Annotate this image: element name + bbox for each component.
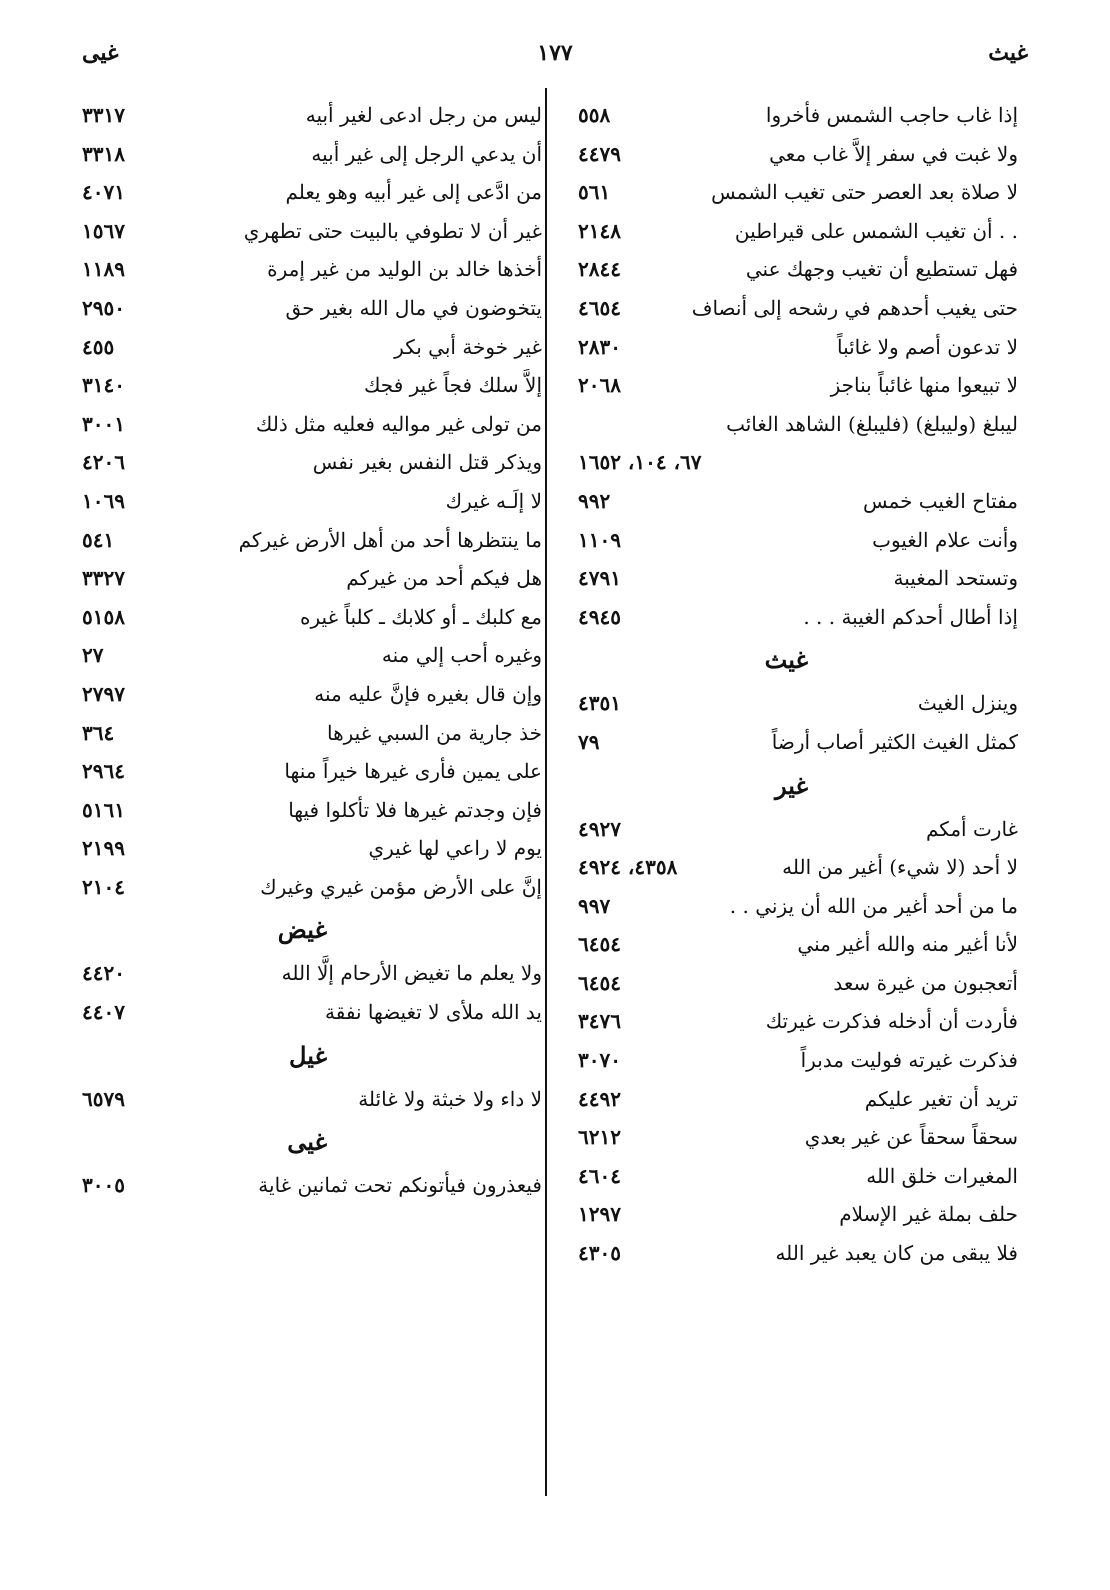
- section-heading: غير: [774, 770, 808, 800]
- entry-text: وإن قال بغيره فإنَّ عليه منه: [314, 681, 542, 706]
- index-entry: [578, 810, 1018, 849]
- entry-text: لا تدعون أصم ولا غائباً: [836, 334, 1018, 359]
- entry-text: على يمين فأرى غيرها خيراً منها: [284, 759, 542, 784]
- entry-text: أخذها خالد بن الوليد من غير إمرة: [267, 257, 542, 282]
- index-entry: [578, 212, 1018, 251]
- index-entry: [82, 1080, 542, 1119]
- entry-text: خذ جارية من السبي غيرها: [327, 720, 542, 745]
- section-heading: غيل: [289, 1040, 327, 1070]
- index-entry: [578, 598, 1018, 637]
- entry-text: وغيره أحب إلي منه: [381, 643, 542, 668]
- entry-text: ولا غبت في سفر إلاَّ غاب معي: [769, 141, 1018, 166]
- column-divider: [545, 88, 547, 1496]
- entry-text: غير أن لا تطوفي بالبيت حتى تطهري: [243, 218, 542, 243]
- entry-text: لا تبيعوا منها غائباً بناجز: [830, 373, 1018, 398]
- index-entry: [578, 887, 1018, 926]
- index-entry: [82, 96, 542, 135]
- index-entry: [578, 1080, 1018, 1119]
- entry-text: . . أن تغيب الشمس على قيراطين: [734, 218, 1018, 243]
- entry-text: فلا يبقى من كان يعبد غير الله: [775, 1241, 1018, 1266]
- entry-reference: ٢٩٥٠: [82, 295, 125, 320]
- index-entry: [578, 366, 1018, 405]
- index-entry: [82, 250, 542, 289]
- index-entry: [578, 684, 1018, 723]
- entry-reference: ٦٤٥٤: [578, 970, 621, 995]
- entry-text: مع كلبك ـ أو كلابك ـ كلباً غيره: [300, 604, 542, 629]
- index-entry: [578, 1041, 1018, 1080]
- entry-reference: ٤٦٥٤: [578, 295, 621, 320]
- entry-text: لا صلاة بعد العصر حتى تغيب الشمس: [711, 180, 1018, 205]
- entry-text: لا داء ولا خبثة ولا غائلة: [358, 1086, 542, 1111]
- index-entry: [578, 1118, 1018, 1157]
- entry-text: ما ينتظرها أحد من أهل الأرض غيركم: [238, 527, 542, 552]
- entry-text: ليبلغ (وليبلغ) (فليبلغ) الشاهد الغائب: [726, 411, 1018, 436]
- index-entry: [578, 1002, 1018, 1041]
- entry-text: كمثل الغيث الكثير أصاب أرضاً: [771, 729, 1018, 754]
- entry-reference: ٥٥٨: [578, 103, 611, 127]
- entry-reference: ٥١٦١: [82, 797, 125, 822]
- index-entry: [578, 482, 1018, 521]
- entry-reference: ٥١٥٨: [82, 604, 125, 629]
- entry-reference: ٢٧: [82, 643, 104, 668]
- index-entry: [82, 405, 542, 444]
- index-entry: [578, 173, 1018, 212]
- entry-reference: ٢٩٦٤: [82, 759, 125, 784]
- index-entry: [578, 135, 1018, 174]
- entry-text: أتعجبون من غيرة سعد: [833, 970, 1018, 995]
- entry-text: ولا يعلم ما تغيض الأرحام إلَّا الله: [281, 961, 542, 986]
- entry-reference: ٧٩: [578, 729, 600, 754]
- entry-reference: ٤٤٩٢: [578, 1086, 621, 1111]
- entry-text: مفتاح الغيب خمس: [863, 488, 1018, 513]
- entry-reference: ٤٩٤٥: [578, 604, 621, 629]
- entry-reference: ٩٩٧: [578, 893, 611, 918]
- running-head-right: غيث: [988, 40, 1028, 66]
- entry-reference: ٢٧٩٧: [82, 681, 125, 706]
- entry-reference: ٣٤٧٦: [578, 1009, 621, 1034]
- entry-reference: ١٥٦٧: [82, 218, 125, 243]
- index-entry: [82, 521, 542, 560]
- entry-text: وتستحد المغيبة: [893, 566, 1018, 591]
- entry-reference: ٣١٤٠: [82, 373, 125, 398]
- entry-reference: ٤٤٢٠: [82, 961, 125, 986]
- entry-text: أن يدعي الرجل إلى غير أبيه: [311, 141, 542, 166]
- index-entry: [578, 1157, 1018, 1196]
- entry-reference: ٣٣١٧: [82, 103, 125, 127]
- entry-reference: ٤٦٠٤: [578, 1163, 621, 1188]
- index-entry: [578, 723, 1018, 762]
- entry-text: غارت أمكم: [925, 816, 1018, 841]
- entry-reference: ٣٠٠١: [82, 411, 125, 436]
- running-head-left: غيى: [82, 40, 119, 66]
- index-entry: [578, 289, 1018, 328]
- index-entry: [578, 328, 1018, 367]
- entry-text: من تولى غير مواليه فعليه مثل ذلك: [255, 411, 542, 436]
- entry-text: إنَّ على الأرض مؤمن غيري وغيرك: [260, 874, 542, 899]
- entry-text: لأنا أغير منه والله أغير مني: [797, 932, 1018, 957]
- entry-text: حلف بملة غير الإسلام: [839, 1202, 1018, 1227]
- index-entry: [578, 964, 1018, 1003]
- entry-reference: ١١٨٩: [82, 257, 125, 282]
- index-entry: [82, 328, 542, 367]
- entry-text: المغيرات خلق الله: [866, 1163, 1018, 1188]
- index-entry: [82, 559, 542, 598]
- entry-text: فإن وجدتم غيرها فلا تأكلوا فيها: [288, 797, 542, 822]
- index-entry: [82, 135, 542, 174]
- entry-text: إذا غاب حاجب الشمس فأخروا: [765, 103, 1018, 127]
- entry-reference: ٤٠٧١: [82, 180, 125, 205]
- section-heading: غيض: [277, 915, 327, 945]
- entry-reference: ٣٠٠٥: [82, 1173, 125, 1198]
- entry-reference: ٢١٠٤: [82, 874, 125, 899]
- entry-reference: ٤٩٢٧: [578, 816, 621, 841]
- entry-reference: ٢٠٦٨: [578, 373, 621, 398]
- entry-text: سحقاً سحقاً عن غير بعدي: [804, 1125, 1018, 1150]
- entry-text: وأنت علام الغيوب: [872, 527, 1018, 552]
- index-entry: [578, 559, 1018, 598]
- index-entry: [578, 443, 1018, 482]
- entry-reference: ٤٣٥٨، ٤٩٢٤: [578, 855, 678, 880]
- entry-reference: ٢١٤٨: [578, 218, 621, 243]
- left-column: [82, 96, 542, 1205]
- entry-reference: ٣٠٧٠: [578, 1048, 621, 1073]
- entry-reference: ٢٨٤٤: [578, 257, 621, 282]
- entry-text: إلاَّ سلك فجاً غير فجك: [363, 373, 542, 398]
- entry-text: لا أحد (لا شيء) أغير من الله: [782, 855, 1018, 880]
- index-entry: [82, 791, 542, 830]
- index-entry: [578, 96, 1018, 135]
- index-entry: [578, 405, 1018, 444]
- entry-reference: ٣٦٤: [82, 720, 115, 745]
- index-entry: [578, 1234, 1018, 1273]
- section-heading: غيى: [287, 1127, 327, 1157]
- entry-text: من ادَّعى إلى غير أبيه وهو يعلم: [285, 180, 542, 205]
- index-entry: [578, 250, 1018, 289]
- entry-text: إذا أطال أحدكم الغيبة . . .: [803, 604, 1018, 629]
- entry-text: فيعذرون فيأتونكم تحت ثمانين غاية: [258, 1173, 542, 1198]
- entry-text: فذكرت غيرته فوليت مدبراً: [800, 1048, 1018, 1073]
- index-entry: [82, 598, 542, 637]
- entry-reference: ٥٦١: [578, 180, 611, 205]
- entry-reference: ٣٣٢٧: [82, 566, 125, 591]
- entry-reference: ١٢٩٧: [578, 1202, 621, 1227]
- entry-reference: ٤٣٥١: [578, 691, 621, 716]
- entry-text: فأردت أن أدخله فذكرت غيرتك: [765, 1009, 1018, 1034]
- entry-reference: ٤٣٠٥: [578, 1241, 621, 1266]
- index-entry: [82, 675, 542, 714]
- entry-text: تريد أن تغير عليكم: [864, 1086, 1018, 1111]
- entry-text: يد الله ملأى لا تغيضها نفقة: [325, 1000, 542, 1025]
- entry-text: يوم لا راعي لها غيري: [368, 836, 542, 861]
- entry-reference: ٦٤٥٤: [578, 932, 621, 957]
- section-heading: غيث: [764, 645, 808, 675]
- entry-reference: ٣٣١٨: [82, 141, 125, 166]
- entry-text: يتخوضون في مال الله بغير حق: [285, 295, 542, 320]
- entry-reference: ٤٢٠٦: [82, 450, 125, 475]
- index-entry: [578, 1195, 1018, 1234]
- entry-text: فهل تستطيع أن تغيب وجهك عني: [745, 257, 1018, 282]
- entry-reference: ١١٠٩: [578, 527, 621, 552]
- entry-reference: ٤٤٠٧: [82, 1000, 125, 1025]
- index-entry: [82, 366, 542, 405]
- page-number: ١٧٧: [537, 40, 573, 66]
- index-entry: [82, 954, 542, 993]
- entry-reference: ٢٨٣٠: [578, 334, 621, 359]
- index-entry: [82, 443, 542, 482]
- index-entry: [578, 925, 1018, 964]
- index-entry: [82, 868, 542, 907]
- entry-reference: ٦٧، ١٠٤، ١٦٥٢: [578, 450, 702, 475]
- index-entry: [82, 714, 542, 753]
- entry-text: غير خوخة أبي بكر: [394, 334, 542, 359]
- index-entry: [82, 993, 542, 1032]
- entry-text: ما من أحد أغير من الله أن يزني . .: [729, 893, 1018, 918]
- entry-reference: ٢١٩٩: [82, 836, 125, 861]
- entry-text: هل فيكم أحد من غيركم: [346, 566, 542, 591]
- index-entry: [82, 289, 542, 328]
- entry-text: وينزل الغيث: [917, 691, 1018, 716]
- index-entry: [82, 212, 542, 251]
- entry-text: لا إلَـه غيرك: [445, 488, 542, 513]
- index-entry: [82, 1166, 542, 1205]
- index-entry: [82, 173, 542, 212]
- entry-reference: ١٠٦٩: [82, 488, 125, 513]
- index-entry: [82, 636, 542, 675]
- entry-reference: ٦٥٧٩: [82, 1086, 125, 1111]
- index-entry: [578, 521, 1018, 560]
- entry-text: ويذكر قتل النفس بغير نفس: [312, 450, 542, 475]
- entry-reference: ٦٢١٢: [578, 1125, 621, 1150]
- index-entry: [82, 482, 542, 521]
- index-entry: [82, 829, 542, 868]
- index-entry: [82, 752, 542, 791]
- entry-text: حتى يغيب أحدهم في رشحه إلى أنصاف: [691, 295, 1018, 320]
- entry-reference: ٩٩٢: [578, 488, 611, 513]
- entry-reference: ٤٤٧٩: [578, 141, 621, 166]
- entry-text: ليس من رجل ادعى لغير أبيه: [305, 103, 542, 127]
- entry-reference: ٥٤١: [82, 527, 115, 552]
- entry-reference: ٤٧٩١: [578, 566, 621, 591]
- right-column: [578, 96, 1018, 1273]
- index-entry: [578, 848, 1018, 887]
- entry-reference: ٤٥٥: [82, 334, 115, 359]
